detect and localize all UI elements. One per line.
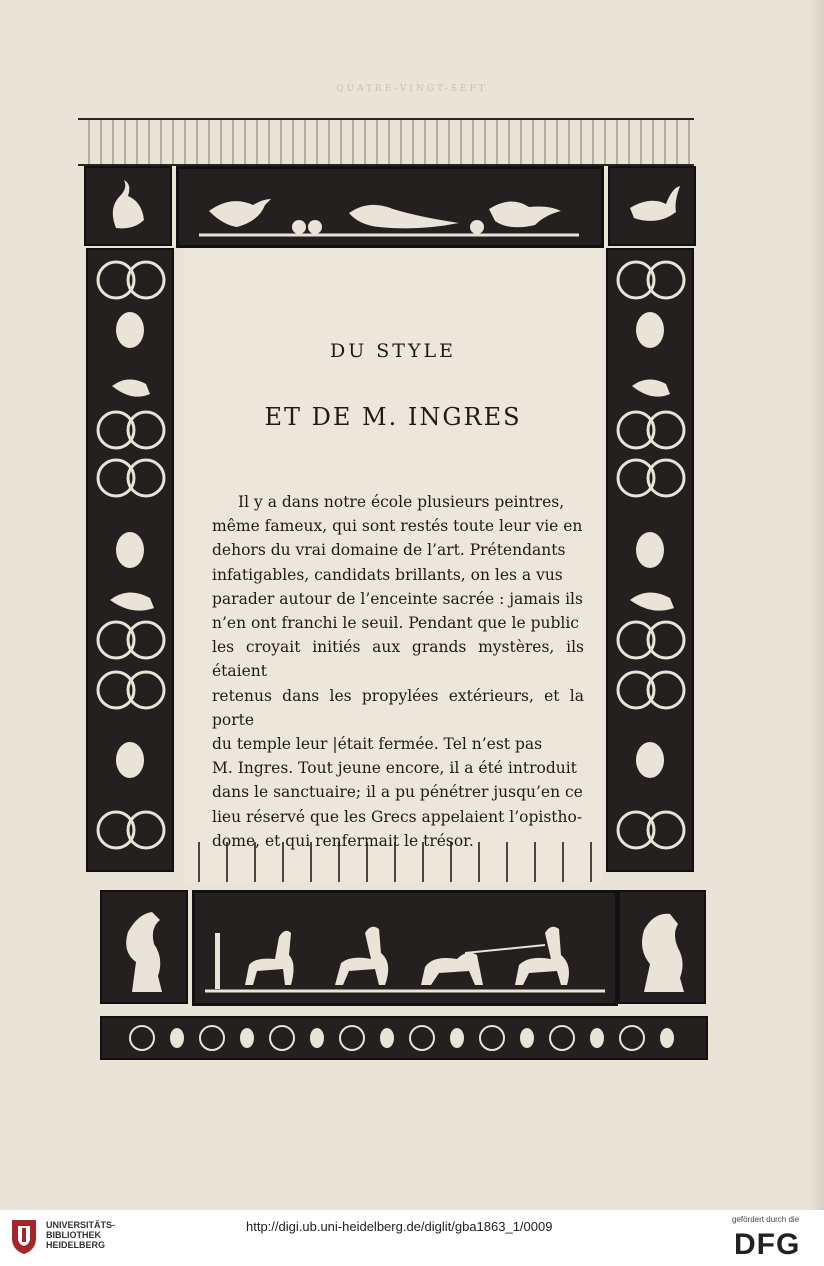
chapter-subtitle: ET DE M. INGRES <box>264 403 522 431</box>
page-edge <box>810 0 824 1210</box>
university-library-logo-icon[interactable] <box>8 1216 40 1256</box>
swan-icon <box>86 168 170 244</box>
top-scroll-border <box>78 118 694 166</box>
institution-line: BIBLIOTHEK <box>46 1230 101 1240</box>
griffin-icon <box>102 892 186 1002</box>
text-line: Il y a dans notre école plusieurs peintres, <box>238 493 565 511</box>
text-line: retenus dans les propylées extérieurs, et la porte <box>212 686 584 729</box>
left-border-panel <box>86 248 174 872</box>
text-line: même fameux, qui sont restés toute leur vie en <box>212 517 583 536</box>
vine-masks-ornament-icon <box>88 250 172 870</box>
text-line: dans le sanctuaire; il a pu pénétrer jusqu’en ce <box>212 783 583 802</box>
institution-line: UNIVERSITÄTS- <box>46 1220 116 1230</box>
bottom-frieze-centaurs <box>192 890 618 1006</box>
birds-frieze-icon <box>179 169 601 245</box>
dfg-logo[interactable]: DFG <box>734 1228 801 1261</box>
bird-icon <box>610 168 694 244</box>
institution-name[interactable] <box>46 1220 115 1250</box>
text-line: parader autour de l’enceinte sacrée : jamais ils <box>212 589 583 608</box>
top-frieze-birds <box>176 166 604 248</box>
palmette-band-icon <box>102 1018 706 1058</box>
text-line: les croyait initiés aux grands mystères, ils étaient <box>212 638 584 681</box>
vine-masks-ornament-icon <box>608 250 692 870</box>
centaurs-frieze-icon <box>195 893 615 1003</box>
running-head: QUATRE-VINGT-SEPT <box>336 84 488 94</box>
body-paragraph <box>212 490 584 853</box>
funding-note: gefördert durch die <box>732 1215 800 1224</box>
corner-winged-horse-panel <box>618 890 706 1004</box>
text-line: n’en ont franchi le seuil. Pendant que le public <box>212 614 579 633</box>
winged-horse-icon <box>620 892 704 1002</box>
institution-line: HEIDELBERG <box>46 1240 106 1250</box>
text-line: dehors du vrai domaine de l’art. Prétendants <box>212 541 566 560</box>
permalink-url[interactable]: http://digi.ub.uni-heidelberg.de/diglit/gba1863_1/0009 <box>246 1219 553 1234</box>
text-line: M. Ingres. Tout jeune encore, il a été introduit <box>212 759 577 778</box>
corner-griffin-panel <box>100 890 188 1004</box>
text-line: dome, et qui renfermait le trésor. <box>212 831 474 850</box>
corner-bird-panel <box>608 166 696 246</box>
text-line: infatigables, candidats brillants, on les a vus <box>212 565 563 584</box>
text-line: lieu réservé que les Grecs appelaient l’opistho- <box>212 807 583 826</box>
corner-swan-panel <box>84 166 172 246</box>
right-border-panel <box>606 248 694 872</box>
bottom-ornament-band <box>100 1016 708 1060</box>
chapter-title: DU STYLE <box>329 340 456 362</box>
text-line: du temple leur |était fermée. Tel n’est pas <box>212 735 543 754</box>
